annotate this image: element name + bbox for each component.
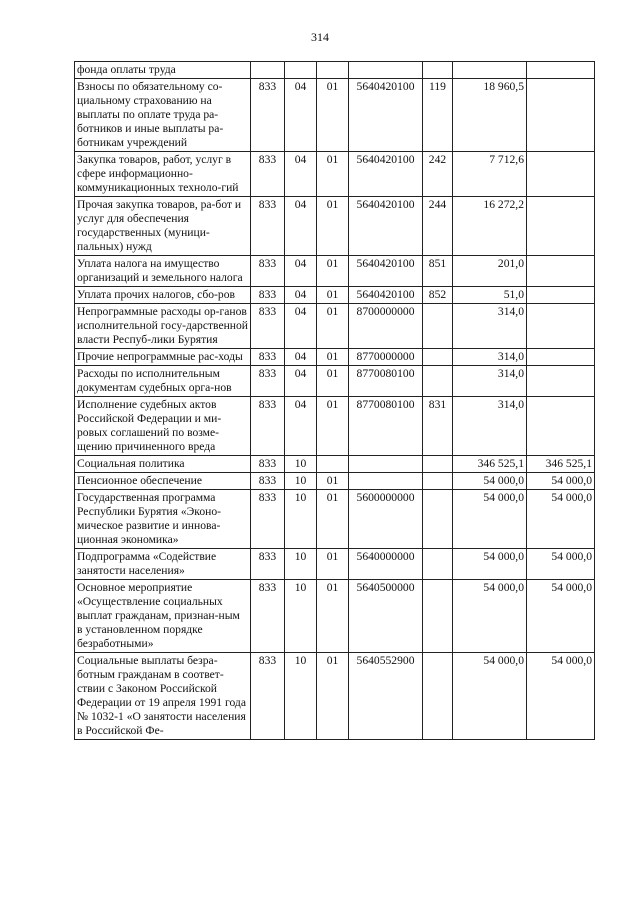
cell-amount-1: 54 000,0: [453, 473, 527, 490]
cell-target-article: 5640420100: [349, 256, 423, 287]
cell-name: Взносы по обязательному со-циальному страхованию на выплаты по оплате труда ра-ботников и иные выплаты ра-ботникам учреждений: [75, 79, 251, 152]
cell-amount-1: 16 272,2: [453, 197, 527, 256]
cell-target-article: [349, 62, 423, 79]
cell-target-article: 5640420100: [349, 79, 423, 152]
cell-ministry-code: 833: [251, 456, 285, 473]
cell-name: Подпрограмма «Содействие занятости населения»: [75, 549, 251, 580]
cell-ministry-code: 833: [251, 349, 285, 366]
table-row: [75, 366, 595, 397]
table-row: [75, 152, 595, 197]
cell-name: Социальные выплаты безра-ботным гражданам в соответ-ствии с Законом Российской Федерации от 19 апреля 1991 года № 1032-1 «О занятости населения в Российской Фе-: [75, 653, 251, 740]
cell-section: 10: [285, 580, 317, 653]
cell-ministry-code: 833: [251, 256, 285, 287]
cell-ministry-code: 833: [251, 549, 285, 580]
table-row: [75, 62, 595, 79]
cell-subsection: [317, 456, 349, 473]
cell-name: Социальная политика: [75, 456, 251, 473]
cell-section: 04: [285, 397, 317, 456]
cell-amount-2: 346 525,1: [527, 456, 595, 473]
table-row: [75, 490, 595, 549]
table-row: [75, 473, 595, 490]
cell-amount-1: 54 000,0: [453, 580, 527, 653]
cell-target-article: 8770000000: [349, 349, 423, 366]
cell-ministry-code: 833: [251, 152, 285, 197]
cell-amount-2: [527, 397, 595, 456]
cell-section: 10: [285, 456, 317, 473]
cell-target-article: 5640420100: [349, 197, 423, 256]
cell-amount-2: [527, 152, 595, 197]
cell-amount-1: 54 000,0: [453, 490, 527, 549]
table-row: [75, 580, 595, 653]
cell-subsection: 01: [317, 366, 349, 397]
cell-expense-type: [423, 349, 453, 366]
table-row: [75, 197, 595, 256]
cell-section: 04: [285, 79, 317, 152]
cell-amount-1: 51,0: [453, 287, 527, 304]
cell-amount-2: 54 000,0: [527, 490, 595, 549]
cell-subsection: 01: [317, 397, 349, 456]
cell-target-article: 5640420100: [349, 152, 423, 197]
budget-table: [74, 61, 595, 740]
table-row: [75, 653, 595, 740]
cell-subsection: 01: [317, 197, 349, 256]
table-row: [75, 256, 595, 287]
cell-expense-type: 851: [423, 256, 453, 287]
cell-section: 10: [285, 490, 317, 549]
table-row: [75, 79, 595, 152]
cell-name: Прочая закупка товаров, ра-бот и услуг для обеспечения государственных (муници-пальных) нужд: [75, 197, 251, 256]
cell-expense-type: [423, 473, 453, 490]
table-row: [75, 349, 595, 366]
cell-name: Исполнение судебных актов Российской Федерации и ми-ровых соглашений по возме-щению причиненного вреда: [75, 397, 251, 456]
cell-name: Закупка товаров, работ, услуг в сфере информационно-коммуникационных техноло-гий: [75, 152, 251, 197]
cell-subsection: 01: [317, 256, 349, 287]
cell-amount-2: [527, 287, 595, 304]
cell-ministry-code: 833: [251, 473, 285, 490]
cell-section: 04: [285, 349, 317, 366]
cell-target-article: 8770080100: [349, 397, 423, 456]
page-number: 314: [311, 30, 329, 44]
cell-expense-type: [423, 456, 453, 473]
cell-section: 10: [285, 653, 317, 740]
cell-target-article: 5640552900: [349, 653, 423, 740]
cell-section: 04: [285, 366, 317, 397]
cell-amount-1: 314,0: [453, 397, 527, 456]
cell-section: 10: [285, 473, 317, 490]
cell-name: Непрограммные расходы ор-ганов исполнительной госу-дарственной власти Респуб-лики Бурятия: [75, 304, 251, 349]
cell-name: Основное мероприятие «Осуществление социальных выплат гражданам, признан-ным в установленном порядке безработными»: [75, 580, 251, 653]
cell-ministry-code: 833: [251, 490, 285, 549]
table-row: [75, 287, 595, 304]
cell-amount-2: [527, 366, 595, 397]
cell-amount-1: 54 000,0: [453, 549, 527, 580]
cell-target-article: 8700000000: [349, 304, 423, 349]
cell-expense-type: [423, 62, 453, 79]
cell-name: фонда оплаты труда: [75, 62, 251, 79]
cell-expense-type: [423, 653, 453, 740]
cell-expense-type: [423, 366, 453, 397]
cell-subsection: 01: [317, 549, 349, 580]
cell-ministry-code: 833: [251, 197, 285, 256]
cell-ministry-code: 833: [251, 580, 285, 653]
cell-amount-1: 18 960,5: [453, 79, 527, 152]
cell-subsection: 01: [317, 580, 349, 653]
cell-section: 04: [285, 256, 317, 287]
cell-target-article: 8770080100: [349, 366, 423, 397]
cell-subsection: 01: [317, 473, 349, 490]
cell-ministry-code: 833: [251, 287, 285, 304]
cell-name: Уплата прочих налогов, сбо-ров: [75, 287, 251, 304]
cell-amount-2: 54 000,0: [527, 473, 595, 490]
cell-subsection: 01: [317, 152, 349, 197]
cell-amount-1: [453, 62, 527, 79]
table-row: [75, 456, 595, 473]
cell-expense-type: 831: [423, 397, 453, 456]
cell-section: 04: [285, 304, 317, 349]
cell-amount-1: 314,0: [453, 349, 527, 366]
cell-amount-2: [527, 304, 595, 349]
cell-expense-type: [423, 580, 453, 653]
cell-section: 04: [285, 152, 317, 197]
cell-amount-1: 314,0: [453, 366, 527, 397]
cell-subsection: 01: [317, 79, 349, 152]
cell-name: Государственная программа Республики Бурятия «Эконо-мическое развитие и иннова-ционная экономика»: [75, 490, 251, 549]
cell-target-article: 5640000000: [349, 549, 423, 580]
cell-amount-2: 54 000,0: [527, 653, 595, 740]
cell-amount-2: [527, 197, 595, 256]
cell-target-article: [349, 473, 423, 490]
cell-section: 04: [285, 197, 317, 256]
cell-subsection: 01: [317, 304, 349, 349]
cell-expense-type: [423, 549, 453, 580]
cell-amount-2: [527, 349, 595, 366]
cell-amount-2: [527, 62, 595, 79]
table-row: [75, 397, 595, 456]
cell-amount-1: 201,0: [453, 256, 527, 287]
cell-amount-1: 314,0: [453, 304, 527, 349]
cell-amount-1: 7 712,6: [453, 152, 527, 197]
cell-expense-type: [423, 490, 453, 549]
cell-amount-2: [527, 79, 595, 152]
cell-expense-type: 242: [423, 152, 453, 197]
cell-target-article: 5640420100: [349, 287, 423, 304]
cell-name: Прочие непрограммные рас-ходы: [75, 349, 251, 366]
cell-subsection: [317, 62, 349, 79]
table-row: [75, 304, 595, 349]
cell-expense-type: 852: [423, 287, 453, 304]
cell-subsection: 01: [317, 490, 349, 549]
cell-ministry-code: 833: [251, 397, 285, 456]
cell-subsection: 01: [317, 349, 349, 366]
cell-section: [285, 62, 317, 79]
cell-target-article: [349, 456, 423, 473]
cell-amount-1: 346 525,1: [453, 456, 527, 473]
cell-section: 04: [285, 287, 317, 304]
cell-name: Пенсионное обеспечение: [75, 473, 251, 490]
cell-target-article: 5640500000: [349, 580, 423, 653]
cell-name: Расходы по исполнительным документам судебных орга-нов: [75, 366, 251, 397]
cell-ministry-code: 833: [251, 304, 285, 349]
cell-ministry-code: 833: [251, 79, 285, 152]
cell-ministry-code: [251, 62, 285, 79]
table-row: [75, 549, 595, 580]
cell-amount-2: 54 000,0: [527, 580, 595, 653]
cell-expense-type: [423, 304, 453, 349]
cell-target-article: 5600000000: [349, 490, 423, 549]
cell-expense-type: 244: [423, 197, 453, 256]
cell-amount-2: [527, 256, 595, 287]
cell-ministry-code: 833: [251, 653, 285, 740]
cell-section: 10: [285, 549, 317, 580]
cell-subsection: 01: [317, 653, 349, 740]
cell-amount-1: 54 000,0: [453, 653, 527, 740]
cell-ministry-code: 833: [251, 366, 285, 397]
cell-amount-2: 54 000,0: [527, 549, 595, 580]
cell-subsection: 01: [317, 287, 349, 304]
cell-name: Уплата налога на имущество организаций и земельного налога: [75, 256, 251, 287]
cell-expense-type: 119: [423, 79, 453, 152]
